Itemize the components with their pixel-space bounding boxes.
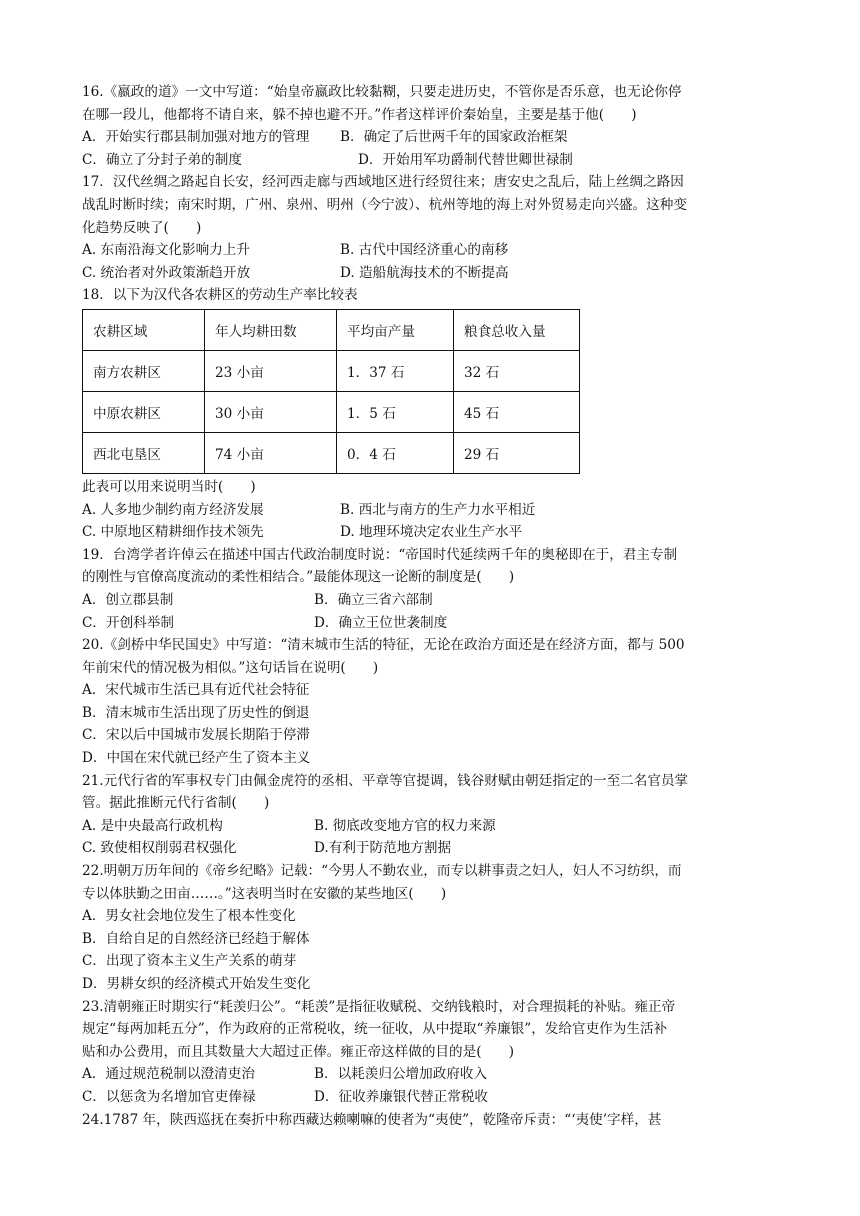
option-a: A．开始实行郡县制加强对地方的管理 [82, 129, 310, 146]
table-cell: 中原农耕区 [83, 391, 205, 432]
option-b: B．自给自足的自然经济已经趋于解体 [82, 930, 310, 947]
option-b: B. 古代中国经济重心的南移 [340, 242, 509, 259]
question-stem-line: 规定“每两加耗五分”，作为政府的正常税收，统一征收，从中提取“养廉银”，发给官吏作为生活补 [82, 1021, 668, 1038]
option-d: D．中国在宋代就已经产生了资本主义 [82, 750, 311, 767]
table-header-cell: 粮食总收入量 [454, 309, 580, 350]
option-c: C．开创科举制 [82, 614, 174, 631]
option-c: C．以惩贪为名增加官吏俸禄 [82, 1088, 256, 1105]
question-stem-line: 管。据此推断元代行省制( ) [82, 795, 270, 812]
option-c: C. 中原地区精耕细作技术领先 [82, 524, 264, 541]
question-stem-line: 19．台湾学者许倬云在描述中国古代政治制度时说：“帝国时代延续两千年的奥秘即在于，君主专制 [82, 546, 678, 563]
question-19 [82, 544, 797, 634]
question-stem-line: 24.1787 年，陕西巡抚在奏折中称西藏达赖喇嘛的使者为“夷使”，乾隆帝斥责：“‘夷使’字样，甚 [82, 1111, 662, 1128]
option-d: D．征收养廉银代替正常税收 [314, 1088, 489, 1105]
option-a: A．宋代城市生活已具有近代社会特征 [82, 682, 310, 699]
option-b: B．以耗羡归公增加政府收入 [314, 1066, 488, 1083]
question-stem-line: 17．汉代丝绸之路起自长安，经河西走廊与西域地区进行经贸往来；唐安史之乱后，陆上丝绸之路因 [82, 174, 684, 191]
question-stem-line: 化趋势反映了( ) [82, 219, 202, 236]
option-a: A．男女社会地位发生了根本性变化 [82, 908, 296, 925]
table-cell: 1．5 石 [337, 391, 454, 432]
table-cell: 30 小亩 [205, 391, 337, 432]
table-header-cell: 平均亩产量 [337, 309, 454, 350]
question-stem-line: 贴和办公费用，而且其数量大大超过正俸。雍正帝这样做的目的是( ) [82, 1043, 515, 1060]
question-stem-line: 22.明朝万历年间的《帝乡纪略》记载：“今男人不勤农业，而专以耕事责之妇人，妇人不习纺织，而 [82, 863, 682, 880]
option-b: B. 彻底改变地方官的权力来源 [314, 817, 496, 834]
option-c: C．确立了分封子弟的制度 [82, 151, 242, 168]
question-21 [82, 770, 797, 860]
table-cell: 45 石 [454, 391, 580, 432]
option-a: A. 人多地少制约南方经济发展 [82, 501, 264, 518]
question-stem-line: 战乱时断时续；南宋时期，广州、泉州、明州（今宁波）、杭州等地的海上对外贸易走向兴盛。这种变 [82, 196, 687, 213]
option-d: D. 造船航海技术的不断提高 [340, 264, 509, 281]
option-d: D. 地理环境决定农业生产水平 [340, 524, 523, 541]
table-cell: 1．37 石 [337, 350, 454, 391]
option-a: A．创立郡县制 [82, 591, 174, 608]
option-d: D．男耕女织的经济模式开始发生变化 [82, 976, 311, 992]
option-a: A. 是中央最高行政机构 [82, 817, 223, 834]
option-a: A．通过规范税制以澄清吏治 [82, 1066, 255, 1083]
option-d: D．确立王位世袭制度 [314, 614, 448, 631]
question-stem-line: 18．以下为汉代各农耕区的劳动生产率比较表 [82, 287, 358, 304]
table-cell: 23 小亩 [205, 350, 337, 391]
option-d: D.有利于防范地方割据 [314, 840, 452, 857]
option-b: B. 西北与南方的生产力水平相近 [340, 501, 536, 518]
table-row [83, 391, 580, 432]
option-c: C. 统治者对外政策渐趋开放 [82, 264, 251, 281]
question-23 [82, 996, 797, 1109]
option-c: C．宋以后中国城市发展长期陷于停滞 [82, 727, 310, 744]
question-22 [82, 860, 797, 996]
question-17 [82, 171, 797, 284]
option-b: B．确立三省六部制 [314, 591, 433, 608]
question-stem-line: 在哪一段儿，他都将不请自来，躲不掉也避不开。”作者这样评价秦始皇，主要是基于他( ) [82, 106, 637, 123]
question-stem-line: 23.清朝雍正时期实行“耗羡归公”。“耗羡”是指征收赋税、交纳钱粮时，对合理损耗的补贴。雍正帝 [82, 998, 676, 1015]
option-c: C. 致使相权削弱君权强化 [82, 840, 237, 857]
question-stem-line: 此表可以用来说明当时( ) [82, 478, 256, 495]
question-stem-line: 的刚性与官僚高度流动的柔性相结合。”最能体现这一论断的制度是( ) [82, 569, 515, 586]
option-b: B．确定了后世两千年的国家政治框架 [340, 129, 568, 146]
question-stem-line: 16.《嬴政的道》一文中写道：“始皇帝嬴政比较黏糊，只要走进历史，不管你是否乐意，也无论你停 [82, 84, 682, 100]
option-d: D．开始用军功爵制代替世卿世禄制 [358, 151, 573, 168]
question-16 [82, 81, 797, 171]
question-18 [82, 284, 797, 543]
table-row [83, 432, 580, 473]
question-20 [82, 634, 797, 770]
option-a: A. 东南沿海文化影响力上升 [82, 242, 250, 259]
table-cell: 0．4 石 [337, 432, 454, 473]
table-header-cell: 农耕区域 [83, 309, 205, 350]
question-stem-line: 专以体肤勤之田亩……。”这表明当时在安徽的某些地区( ) [82, 885, 447, 902]
table-cell: 32 石 [454, 350, 580, 391]
option-b: B．清末城市生活出现了历史性的倒退 [82, 704, 310, 721]
exam-page [82, 81, 797, 1131]
productivity-table [82, 309, 580, 474]
option-c: C．出现了资本主义生产关系的萌芽 [82, 953, 297, 970]
question-stem-line: 20.《剑桥中华民国史》中写道：“清末城市生活的特征，无论在政治方面还是在经济方面，都与 500 [82, 637, 685, 654]
question-24 [82, 1109, 797, 1132]
table-cell: 西北屯垦区 [83, 432, 205, 473]
table-row [83, 350, 580, 391]
table-cell: 74 小亩 [205, 432, 337, 473]
table-header-cell: 年人均耕田数 [205, 309, 337, 350]
table-header-row [83, 309, 580, 350]
question-stem-line: 21.元代行省的军事权专门由佩金虎符的丞相、平章等官提调，钱谷财赋由朝廷指定的一至二名官员掌 [82, 772, 689, 789]
table-cell: 29 石 [454, 432, 580, 473]
question-stem-line: 年前宋代的情况极为相似。”这句话旨在说明( ) [82, 659, 379, 676]
table-cell: 南方农耕区 [83, 350, 205, 391]
